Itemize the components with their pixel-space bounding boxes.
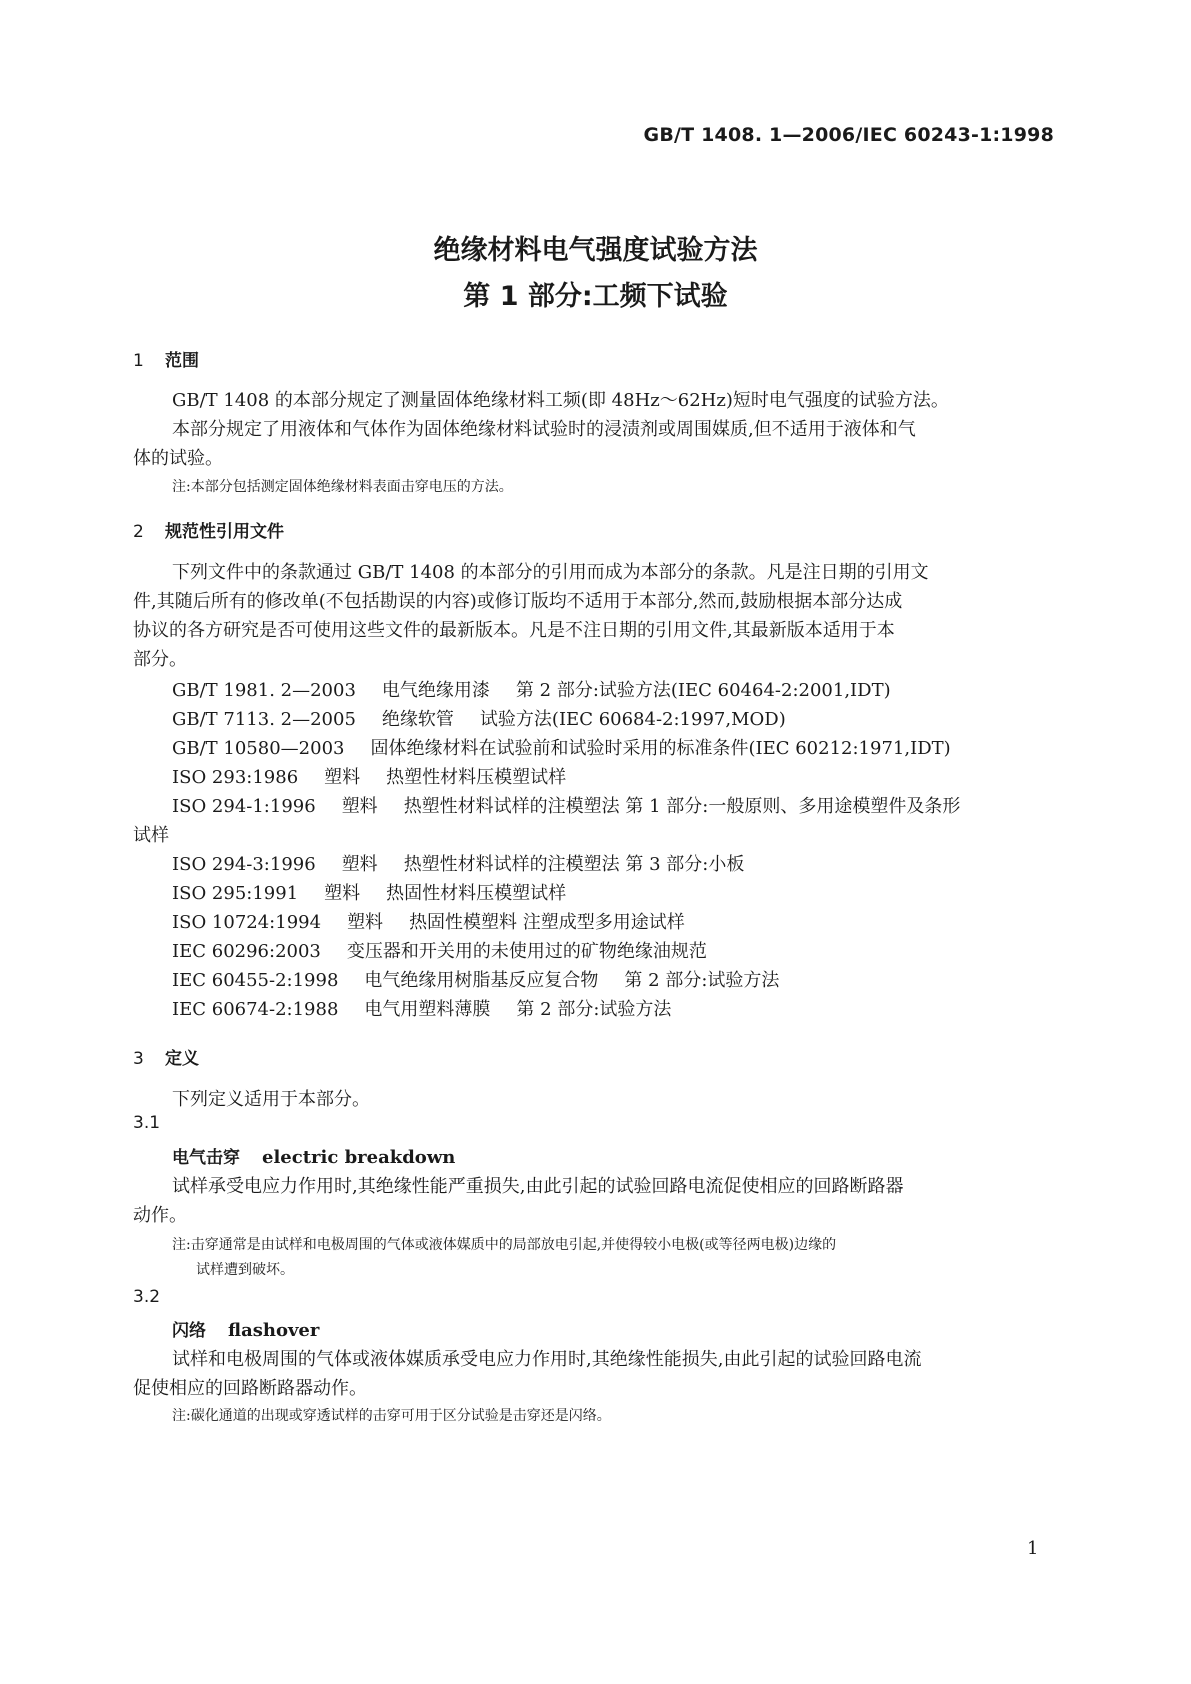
document-subtitle: 第 1 部分:工频下试验 [463, 281, 728, 312]
reference-item: IEC 60296:2003 变压器和开关用的未使用过的矿物绝缘油规范 [172, 941, 707, 962]
paragraph-continuation: 件,其随后所有的修改单(不包括勘误的内容)或修订版均不适用于本部分,然而,鼓励根据本部分达成 [133, 591, 903, 612]
reference-item: ISO 10724:1994 塑料 热固性模塑料 注塑成型多用途试样 [172, 912, 685, 933]
reference-item: ISO 294-1:1996 塑料 热塑性材料试样的注模塑法 第 1 部分:一般原则、多用途模塑件及条形 [172, 796, 961, 817]
reference-item: IEC 60455-2:1998 电气绝缘用树脂基反应复合物 第 2 部分:试验方法 [172, 970, 780, 991]
definition-number: 3.1 [133, 1113, 161, 1133]
section-number: 2 [133, 522, 144, 542]
reference-item: ISO 294-3:1996 塑料 热塑性材料试样的注模塑法 第 3 部分:小板 [172, 854, 745, 875]
paragraph-continuation: 动作。 [133, 1205, 187, 1226]
section-heading-definitions [133, 1044, 199, 1069]
definition-term: 电气击穿 electric breakdown [172, 1147, 456, 1168]
reference-item: GB/T 7113. 2—2005 绝缘软管 试验方法(IEC 60684-2:1997,MOD) [172, 709, 786, 730]
note: 注:击穿通常是由试样和电极周围的气体或液体媒质中的局部放电引起,并使得较小电极(或等径两电极)边缘的 [172, 1237, 837, 1253]
paragraph: 本部分规定了用液体和气体作为固体绝缘材料试验时的浸渍剂或周围媒质,但不适用于液体和气 [172, 419, 916, 440]
section-title: 定义 [165, 1049, 199, 1069]
standard-code: GB/T 1408. 1—2006/IEC 60243-1:1998 [643, 124, 1054, 146]
paragraph: 下列文件中的条款通过 GB/T 1408 的本部分的引用而成为本部分的条款。凡是注日期的引用文 [172, 562, 929, 583]
note: 注:本部分包括测定固体绝缘材料表面击穿电压的方法。 [172, 479, 513, 495]
paragraph-continuation: 部分。 [133, 649, 187, 670]
section-title: 规范性引用文件 [165, 522, 284, 542]
paragraph: 试样和电极周围的气体或液体媒质承受电应力作用时,其绝缘性能损失,由此引起的试验回路电流 [172, 1349, 922, 1370]
paragraph-continuation: 协议的各方研究是否可使用这些文件的最新版本。凡是不注日期的引用文件,其最新版本适用于本 [133, 620, 895, 641]
reference-item: ISO 293:1986 塑料 热塑性材料压模塑试样 [172, 767, 567, 788]
reference-item: ISO 295:1991 塑料 热固性材料压模塑试样 [172, 883, 567, 904]
reference-item: GB/T 1981. 2—2003 电气绝缘用漆 第 2 部分:试验方法(IEC 60464-2:2001,IDT) [172, 680, 891, 701]
paragraph-continuation: 促使相应的回路断路器动作。 [133, 1378, 367, 1399]
definition-number: 3.2 [133, 1287, 161, 1307]
definition-term: 闪络 flashover [172, 1320, 320, 1341]
paragraph: 下列定义适用于本部分。 [172, 1089, 370, 1110]
paragraph: 试样承受电应力作用时,其绝缘性能严重损失,由此引起的试验回路电流促使相应的回路断路器 [172, 1176, 904, 1197]
reference-item: IEC 60674-2:1988 电气用塑料薄膜 第 2 部分:试验方法 [172, 999, 672, 1020]
section-number: 1 [133, 351, 144, 371]
page-number: 1 [1027, 1538, 1039, 1559]
reference-item: GB/T 10580—2003 固体绝缘材料在试验前和试验时采用的标准条件(IEC 60212:1971,IDT) [172, 738, 951, 759]
section-title: 范围 [165, 351, 199, 371]
document-title: 绝缘材料电气强度试验方法 [433, 235, 758, 266]
section-heading-scope [133, 346, 199, 371]
section-number: 3 [133, 1049, 144, 1069]
paragraph: GB/T 1408 的本部分规定了测量固体绝缘材料工频(即 48Hz～62Hz)短时电气强度的试验方法。 [172, 390, 949, 411]
note: 注:碳化通道的出现或穿透试样的击穿可用于区分试验是击穿还是闪络。 [172, 1408, 611, 1424]
note-continuation: 试样遭到破坏。 [196, 1262, 294, 1278]
paragraph-continuation: 体的试验。 [133, 448, 223, 469]
section-heading-normative-references [133, 517, 284, 542]
reference-item-continuation: 试样 [133, 825, 169, 846]
